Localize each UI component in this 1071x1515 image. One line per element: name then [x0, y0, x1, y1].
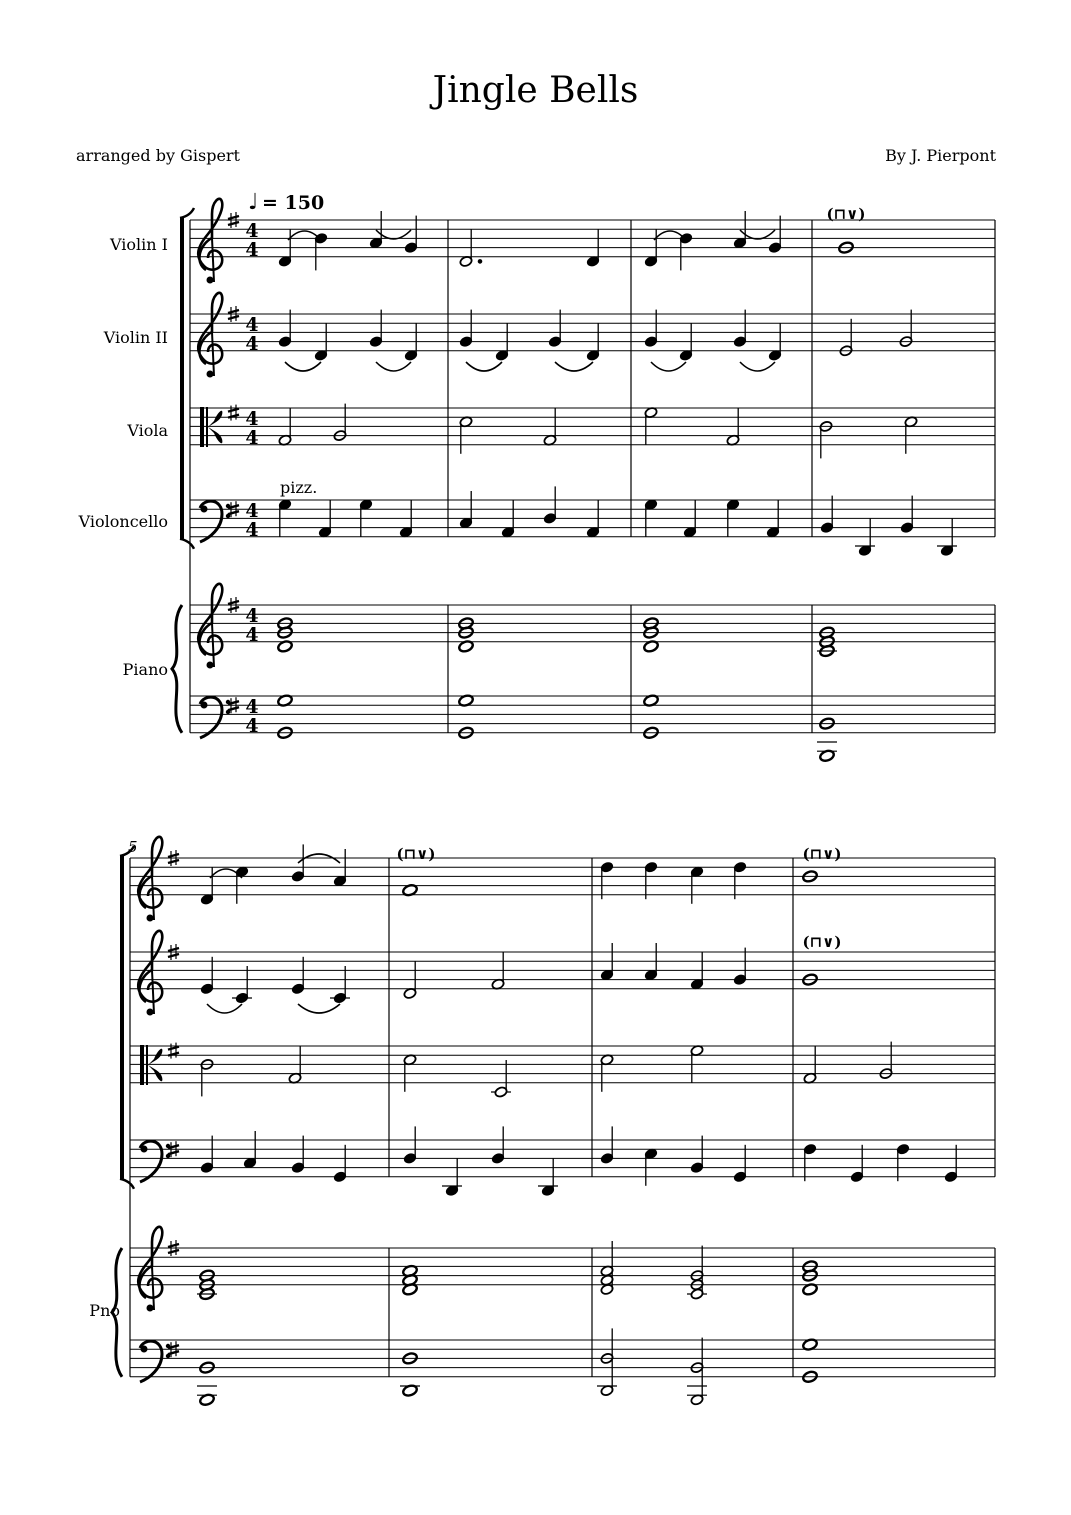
slur: [555, 362, 593, 371]
composer-credit: By J. Pierpont: [885, 146, 996, 165]
notation-layer: [78, 189, 995, 1407]
viola-notes-2: [200, 1042, 893, 1098]
bass-clef: [140, 1341, 170, 1382]
bass-clef: [200, 501, 230, 542]
violin-2-notes-2: [200, 933, 841, 1013]
treble-clef: [198, 293, 222, 378]
violin-2-notes: [278, 310, 913, 371]
bracket-top-hook: [180, 208, 194, 218]
slur: [740, 362, 775, 371]
score-title: Jingle Bells: [432, 70, 639, 111]
time-sig-denominator: 4: [245, 519, 259, 541]
bass-clef: [200, 697, 230, 738]
time-sig-denominator: 4: [245, 427, 259, 449]
staff-4: [130, 1140, 995, 1177]
staff-6: [130, 1340, 995, 1377]
sharp-icon: [228, 405, 239, 421]
label-viola: Viola: [127, 421, 168, 440]
staff-1: [130, 858, 995, 895]
slur: [466, 362, 502, 371]
staff-1: [190, 220, 995, 257]
alto-clef: [140, 1045, 162, 1085]
bracket-bottom-hook: [120, 1179, 134, 1189]
time-sig-numerator: 4: [245, 696, 259, 718]
slur: [285, 362, 321, 371]
tempo-note-icon: ♩: [248, 189, 259, 215]
piano-notes: [277, 617, 837, 763]
slur: [207, 1004, 242, 1013]
bowing-mark: (⊓∨): [802, 933, 842, 951]
label-piano: Piano: [122, 660, 168, 679]
bass-clef: [140, 1141, 170, 1182]
piano-brace: [172, 605, 182, 733]
system-2: [89, 837, 958, 1407]
tempo-marking: = 150: [262, 192, 325, 214]
treble-clef: [138, 1227, 162, 1312]
dot: [478, 259, 483, 264]
system-1: [78, 189, 957, 763]
piano-notes-2: [197, 1241, 818, 1407]
arranger-credit: arranged by Gispert: [76, 146, 240, 165]
string-bracket: [180, 218, 184, 539]
time-sig-denominator: 4: [245, 333, 259, 355]
staff-5: [190, 605, 995, 642]
time-sig-numerator: 4: [245, 220, 259, 242]
staff-5: [130, 1248, 995, 1285]
label-violin-1: Violin I: [110, 235, 168, 254]
label-piano-short: Pno: [89, 1301, 120, 1320]
staff-3: [190, 408, 995, 445]
sharp-icon: [168, 1043, 179, 1059]
cello-notes-2: [200, 1126, 958, 1196]
staff-2: [130, 952, 995, 989]
staff-3: [130, 1046, 995, 1083]
treble-clef: [138, 837, 162, 922]
bracket-bottom-hook: [180, 539, 194, 549]
bowing-mark: (⊓∨): [802, 845, 842, 863]
time-sig-numerator: 4: [245, 605, 259, 627]
treble-clef: [198, 199, 222, 284]
bowing-mark: (⊓∨): [396, 845, 436, 863]
cello-notes: [278, 478, 957, 557]
alto-clef: [200, 407, 222, 447]
bowing-mark: (⊓∨): [826, 205, 866, 223]
slur: [376, 362, 411, 371]
slur: [298, 1004, 340, 1013]
time-sig-numerator: 4: [245, 314, 259, 336]
time-sig-numerator: 4: [245, 408, 259, 430]
treble-clef: [138, 931, 162, 1016]
label-violin-2: Violin II: [103, 328, 168, 347]
time-sig-denominator: 4: [245, 239, 259, 261]
violin-1-notes-2: [200, 844, 841, 905]
time-sig-denominator: 4: [245, 624, 259, 646]
slur: [651, 362, 686, 371]
label-cello: Violoncello: [78, 512, 168, 531]
measure-number: 5: [128, 838, 138, 856]
viola-notes: [278, 404, 918, 459]
treble-clef: [198, 584, 222, 669]
staff-6: [190, 696, 995, 733]
time-sig-numerator: 4: [245, 500, 259, 522]
string-bracket: [120, 856, 124, 1179]
time-sig-denominator: 4: [245, 715, 259, 737]
violin-1-notes: [278, 205, 865, 270]
pizz-marking: pizz.: [280, 478, 318, 497]
staff-2: [190, 314, 995, 351]
